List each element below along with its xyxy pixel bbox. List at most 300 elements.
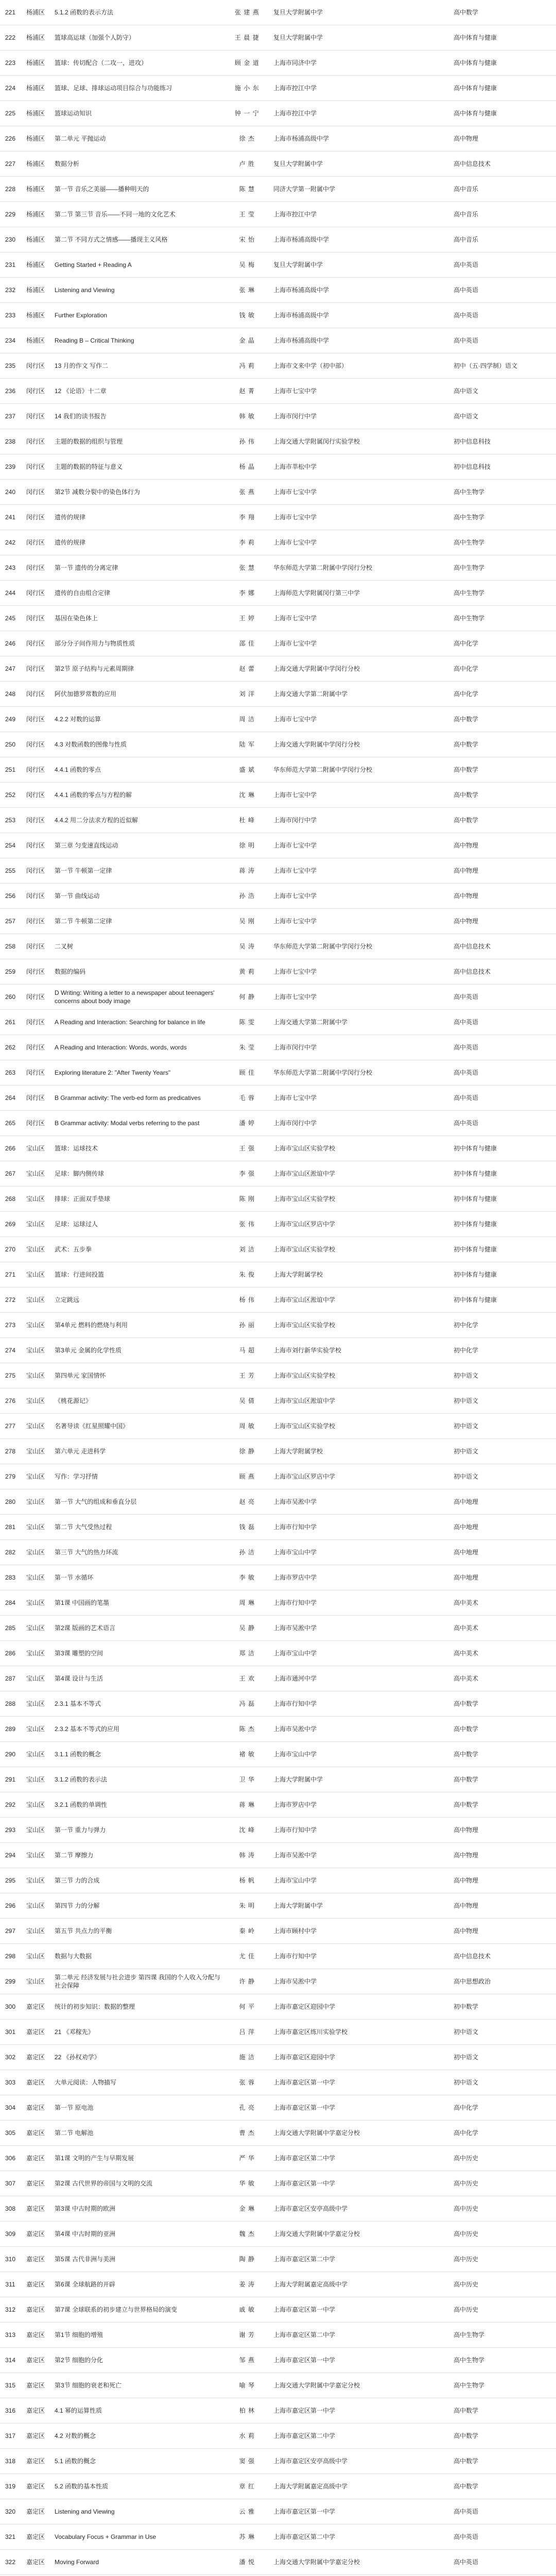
row-subject: 高中信息技术 [454,160,491,167]
row-school-name: 上海大学附属嘉定高级中学 [273,2483,348,2490]
row-subject: 初中体育与健康 [454,1221,497,1228]
row-course-title: 第六单元 走进科学 [55,1448,106,1455]
row-teacher-name: 朱莹 [239,1044,257,1051]
row-subject: 高中化学 [454,665,479,672]
row-teacher-name: 吴静 [239,1624,257,1632]
row-number: 269 [5,1221,16,1228]
row-teacher-name: 吴涛 [239,943,257,950]
row-subject: 高中思想政治 [454,1978,491,1985]
row-school-name: 上海市宝山区淞谊中学 [273,1397,336,1404]
row-subject: 高中物理 [454,892,479,900]
row-course-title: 立定跳远 [55,1296,80,1303]
row-course-title: 第四节 力的分解 [55,1902,100,1909]
row-teacher-name: 马超 [239,1347,257,1354]
row-school-name: 上海交通大学附属中学嘉定分校 [273,2558,360,2566]
row-school-name: 上海市七宝中学 [273,892,317,900]
row-subject: 高中历史 [454,2230,479,2238]
row-district: 宝山区 [26,1650,45,1657]
row-teacher-name: 李翔 [239,514,257,521]
row-school-name: 上海市七宝中学 [273,867,317,874]
table-row [0,2247,556,2272]
row-subject: 高中美术 [454,1624,479,1632]
row-teacher-name: 周敏 [239,1422,257,1430]
row-district: 闵行区 [26,1019,45,1026]
row-number: 265 [5,1120,16,1127]
row-teacher-name: 陈慧 [239,185,257,193]
row-subject: 高中数学 [454,817,479,824]
row-subject: 高中英语 [454,1069,479,1076]
row-course-title: 第二节 电解池 [55,2129,94,2137]
row-school-name: 上海市宝山区实验学校 [273,1422,336,1430]
row-teacher-name: 喻琴 [239,2382,257,2389]
row-course-title: 第2节 原子结构与元素周期律 [55,665,134,672]
row-course-title: 第四单元 家国情怀 [55,1372,106,1379]
row-course-title: 第五节 共点力的平衡 [55,1927,112,1935]
row-subject: 高中物理 [454,918,479,925]
row-subject: 高中物理 [454,1902,479,1909]
row-teacher-name: 吕萍 [239,2028,257,2036]
row-course-title: 14 我们的读书报告 [55,413,107,420]
table-row [0,757,556,783]
row-subject: 高中数学 [454,716,479,723]
row-district: 杨浦区 [26,236,45,243]
row-teacher-name: 杜峰 [239,817,257,824]
row-district: 宝山区 [26,1877,45,1884]
row-subject: 高中信息技术 [454,1953,491,1960]
table-row [0,934,556,959]
table-row [0,379,556,404]
table-row [0,1616,556,1641]
row-district: 嘉定区 [26,2205,45,2212]
table-row [0,1590,556,1616]
row-district: 闵行区 [26,539,45,546]
row-district: 宝山区 [26,1927,45,1935]
row-district: 嘉定区 [26,2256,45,2263]
row-teacher-name: 戚敏 [239,2306,257,2313]
row-school-name: 上海市嘉定区迎园中学 [273,2054,336,2061]
row-teacher-name: 王芳 [239,1372,257,1379]
row-district: 杨浦区 [26,337,45,344]
row-number: 258 [5,943,16,950]
row-subject: 高中数学 [454,766,479,773]
row-teacher-name: 孔亮 [239,2104,257,2111]
row-district: 宝山区 [26,1422,45,1430]
row-subject: 初中体育与健康 [454,1296,497,1303]
row-school-name: 上海市吴淞中学 [273,1978,317,1985]
row-school-name: 上海市杨浦高级中学 [273,286,329,294]
row-number: 274 [5,1347,16,1354]
row-teacher-name: 魏杰 [239,2230,257,2238]
row-number: 301 [5,2028,16,2036]
row-school-name: 上海交通大学附属中学嘉定分校 [273,2129,360,2137]
row-number: 256 [5,892,16,900]
row-number: 248 [5,690,16,698]
row-number: 280 [5,1498,16,1505]
row-course-title: 统计的初步知识：数据的整理 [55,2003,135,2010]
row-subject: 高中物理 [454,1877,479,1884]
row-school-name: 上海师范大学附属闵行第三中学 [273,589,360,597]
row-school-name: 上海市七宝中学 [273,539,317,546]
row-course-title: 第3单元 金属的化学性质 [55,1347,122,1354]
row-course-title: 第2节 细胞的分化 [55,2357,103,2364]
row-teacher-name: 卫华 [239,1776,257,1783]
row-school-name: 上海市嘉定区第二中学 [273,2533,336,2540]
row-district: 闵行区 [26,817,45,824]
row-course-title: 第3课 中古时期的欧洲 [55,2205,116,2212]
row-district: 闵行区 [26,968,45,975]
table-row [0,1363,556,1388]
row-subject: 高中体育与健康 [454,34,497,41]
row-district: 闵行区 [26,514,45,521]
row-course-title: 第一节 音乐之美丽——播种明天的 [55,185,149,193]
row-number: 263 [5,1069,16,1076]
row-district: 闵行区 [26,488,45,496]
row-school-name: 上海市控江中学 [273,211,317,218]
row-number: 271 [5,1271,16,1278]
row-school-name: 上海市嘉定区第一中学 [273,2407,336,2414]
table-row [0,2045,556,2070]
row-school-name: 复旦大学附属中学 [273,34,323,41]
row-teacher-name: 李强 [239,1170,257,1177]
row-number: 288 [5,1700,16,1707]
row-teacher-name: 徐杰 [239,135,257,142]
row-number: 303 [5,2079,16,2086]
row-district: 嘉定区 [26,2129,45,2137]
table-row [0,2323,556,2348]
row-number: 283 [5,1574,16,1581]
row-school-name: 上海市行知中学 [273,1826,317,1834]
row-district: 闵行区 [26,1120,45,1127]
table-row [0,1439,556,1464]
table-row [0,328,556,353]
row-course-title: 第一节 水循环 [55,1574,94,1581]
row-subject: 高中语文 [454,387,479,395]
table-row [0,1464,556,1489]
row-teacher-name: 邵佳 [239,640,257,647]
table-row [0,833,556,858]
row-teacher-name: 卢胜 [239,160,257,167]
row-number: 223 [5,59,16,66]
row-subject: 高中数学 [454,1776,479,1783]
row-number: 264 [5,1094,16,1101]
table-row [0,1818,556,1843]
row-course-title: 第4单元 燃料的燃烧与利用 [55,1321,128,1329]
table-row [0,1641,556,1666]
row-school-name: 上海市嘉定区迎园中学 [273,2003,336,2010]
row-course-title: 第三节 大气的热力环流 [55,1549,118,1556]
row-number: 236 [5,387,16,395]
row-teacher-name: 李莉 [239,539,257,546]
row-district: 闵行区 [26,867,45,874]
row-teacher-name: 孙丽 [239,1321,257,1329]
row-teacher-name: 朱俊 [239,1271,257,1278]
row-school-name: 复旦大学附属中学 [273,261,323,268]
row-school-name: 上海市杨浦高级中学 [273,236,329,243]
row-number: 226 [5,135,16,142]
table-row [0,2348,556,2373]
row-district: 嘉定区 [26,2079,45,2086]
row-number: 313 [5,2331,16,2338]
row-subject: 高中物理 [454,1852,479,1859]
row-subject: 高中化学 [454,640,479,647]
table-row [0,530,556,555]
row-subject: 高中英语 [454,1120,479,1127]
row-district: 嘉定区 [26,2306,45,2313]
row-school-name: 上海市宝山中学 [273,1877,317,1884]
row-district: 嘉定区 [26,2508,45,2515]
row-number: 309 [5,2230,16,2238]
row-number: 312 [5,2306,16,2313]
row-subject: 初中信息科技 [454,463,491,470]
row-number: 275 [5,1372,16,1379]
row-number: 290 [5,1751,16,1758]
table-row [0,1161,556,1187]
row-teacher-name: 郑洁 [239,1650,257,1657]
row-subject: 高中英语 [454,1019,479,1026]
table-row [0,50,556,76]
row-school-name: 上海市宝山区淞谊中学 [273,1170,336,1177]
row-district: 嘉定区 [26,2180,45,2187]
row-subject: 高中化学 [454,2104,479,2111]
table-row [0,2146,556,2171]
row-district: 宝山区 [26,1397,45,1404]
row-course-title: 第3节 细胞的衰老和死亡 [55,2382,122,2389]
row-district: 杨浦区 [26,34,45,41]
table-row [0,303,556,328]
row-subject: 高中数学 [454,1700,479,1707]
row-school-name: 上海大学附属嘉定高级中学 [273,2281,348,2288]
row-course-title: Reading B – Critical Thinking [55,337,134,344]
row-school-name: 上海市吴淞中学 [273,1852,317,1859]
table-row [0,126,556,151]
row-number: 235 [5,362,16,369]
row-course-title: 第二节 第三节 音乐——不同一地的文化艺术 [55,211,176,218]
row-course-title: 主题的数据的特征与意义 [55,463,123,470]
row-number: 287 [5,1675,16,1682]
table-row [0,656,556,682]
row-district: 闵行区 [26,716,45,723]
row-teacher-name: 蒋琳 [239,1801,257,1808]
row-district: 嘉定区 [26,2230,45,2238]
table-row [0,1767,556,1792]
row-course-title: 第一节 重力与弹力 [55,1826,106,1834]
row-school-name: 上海交通大学第二附属中学 [273,690,348,698]
row-number: 319 [5,2483,16,2490]
row-subject: 高中信息技术 [454,968,491,975]
row-teacher-name: 许静 [239,1978,257,1985]
table-row [0,1969,556,1994]
row-subject: 高中地理 [454,1549,479,1556]
row-school-name: 华东师范大学第二附属中学闵行分校 [273,766,373,773]
row-school-name: 上海市嘉定区第一中学 [273,2508,336,2515]
table-row [0,429,556,454]
row-district: 杨浦区 [26,84,45,92]
row-district: 闵行区 [26,741,45,748]
row-course-title: 第4课 设计与生活 [55,1675,103,1682]
row-school-name: 上海市嘉定区第一中学 [273,2357,336,2364]
row-number: 273 [5,1321,16,1329]
row-course-title: 4.2 对数的概念 [55,2432,96,2439]
row-course-title: 足球：运球过人 [55,1221,98,1228]
row-district: 宝山区 [26,1549,45,1556]
row-school-name: 上海市七宝中学 [273,993,317,1001]
row-number: 268 [5,1195,16,1202]
row-school-name: 上海市宝山中学 [273,1650,317,1657]
row-number: 221 [5,9,16,16]
row-district: 杨浦区 [26,261,45,268]
row-number: 286 [5,1650,16,1657]
row-number: 296 [5,1902,16,1909]
row-subject: 高中英语 [454,261,479,268]
row-course-title: 第一节 大气的组成和垂直分层 [55,1498,137,1505]
row-teacher-name: 韩敏 [239,413,257,420]
row-subject: 初中信息科技 [454,438,491,445]
row-number: 277 [5,1422,16,1430]
table-row [0,2499,556,2524]
row-course-title: 第二节 牛顿第二定律 [55,918,112,925]
row-number: 230 [5,236,16,243]
row-subject: 高中英语 [454,2558,479,2566]
row-subject: 高中生物学 [454,564,485,571]
row-course-title: 2.3.1 基本不等式 [55,1700,101,1707]
table-row [0,1540,556,1565]
row-course-title: 第二单元 平抛运动 [55,135,106,142]
row-teacher-name: 徐明 [239,842,257,849]
row-teacher-name: 刘洁 [239,1246,257,1253]
table-row [0,1792,556,1818]
row-number: 281 [5,1523,16,1531]
row-number: 253 [5,817,16,824]
row-district: 宝山区 [26,1296,45,1303]
row-course-title: 第1课 中国画的笔墨 [55,1599,110,1606]
row-district: 宝山区 [26,1246,45,1253]
row-school-name: 上海市嘉定区安亭高级中学 [273,2205,348,2212]
row-course-title: 足球：脚内侧传球 [55,1170,105,1177]
row-school-name: 上海市宝山区淞谊中学 [273,1296,336,1303]
row-school-name: 上海市吴淞中学 [273,1725,317,1733]
row-number: 314 [5,2357,16,2364]
row-number: 311 [5,2281,15,2288]
row-subject: 高中英语 [454,1094,479,1101]
row-teacher-name: 王欢 [239,1675,257,1682]
row-teacher-name: 潘悦 [239,2558,257,2566]
table-row [0,1489,556,1515]
row-school-name: 上海市罗店中学 [273,1801,317,1808]
row-school-name: 上海市七宝中学 [273,1094,317,1101]
table-row [0,1010,556,1035]
row-course-title: Further Exploration [55,312,108,319]
row-subject: 初中体育与健康 [454,1145,497,1152]
row-subject: 高中语文 [454,413,479,420]
row-teacher-name: 张蓉 [239,2079,257,2086]
row-teacher-name: 邹燕 [239,2357,257,2364]
row-course-title: Exploring literature 2: "After Twenty Years" [55,1069,171,1076]
row-course-title: 第一节 原电池 [55,2104,94,2111]
row-district: 宝山区 [26,1675,45,1682]
row-district: 杨浦区 [26,160,45,167]
row-district: 闵行区 [26,564,45,571]
table-row [0,1944,556,1969]
row-number: 243 [5,564,16,571]
row-subject: 初中化学 [454,1347,479,1354]
table-row [0,1187,556,1212]
row-number: 234 [5,337,16,344]
row-number: 270 [5,1246,16,1253]
row-subject: 高中数学 [454,2483,479,2490]
table-row [0,505,556,530]
table-row [0,2020,556,2045]
row-district: 宝山区 [26,1145,45,1152]
row-school-name: 上海市罗店中学 [273,1574,317,1581]
row-teacher-name: 冯磊 [239,1700,257,1707]
row-number: 227 [5,160,16,167]
row-course-title: 武术：五步拳 [55,1246,92,1253]
row-course-title: Moving Forward [55,2558,99,2566]
table-row [0,732,556,757]
row-number: 322 [5,2558,16,2566]
row-number: 291 [5,1776,16,1783]
row-school-name: 华东师范大学第二附属中学闵行分校 [273,564,373,571]
table-row [0,1565,556,1590]
row-number: 272 [5,1296,16,1303]
row-subject: 高中历史 [454,2155,479,2162]
row-course-title: 二叉树 [55,943,74,950]
row-subject: 初中语文 [454,1372,479,1379]
row-subject: 高中化学 [454,690,479,698]
row-district: 宝山区 [26,1902,45,1909]
row-course-title: 阿伏加德罗常数的应用 [55,690,117,698]
row-school-name: 上海市嘉定区安亭高级中学 [273,2458,348,2465]
row-district: 闵行区 [26,615,45,622]
row-subject: 高中历史 [454,2256,479,2263]
row-number: 285 [5,1624,16,1632]
row-subject: 高中英语 [454,337,479,344]
row-subject: 高中美术 [454,1599,479,1606]
row-number: 297 [5,1927,16,1935]
table-row [0,2196,556,2222]
row-number: 232 [5,286,16,294]
row-number: 299 [5,1978,16,1985]
row-teacher-name: 张慧 [239,564,257,571]
row-number: 310 [5,2256,16,2263]
table-row [0,2297,556,2323]
row-subject: 高中体育与健康 [454,84,497,92]
table-row [0,2449,556,2474]
table-row [0,581,556,606]
row-number: 245 [5,615,16,622]
row-subject: 高中英语 [454,286,479,294]
row-district: 宝山区 [26,1195,45,1202]
row-course-title: 5.2 函数的基本性质 [55,2483,109,2490]
table-row [0,1843,556,1868]
row-course-title: 第3课 雕塑的空间 [55,1650,103,1657]
row-school-name: 上海交通大学附属中学闵行分校 [273,665,360,672]
row-school-name: 上海市嘉定区第一中学 [273,2104,336,2111]
row-number: 306 [5,2155,16,2162]
row-course-title: 部分分子间作用力与物质性质 [55,640,135,647]
row-school-name: 上海市刘行新华实验学校 [273,1347,342,1354]
row-district: 嘉定区 [26,2357,45,2364]
row-subject: 高中历史 [454,2306,479,2313]
row-number: 267 [5,1170,16,1177]
table-row [0,101,556,126]
row-course-title: 22 《孙权劝学》 [55,2054,100,2061]
row-subject: 高中音乐 [454,185,479,193]
row-school-name: 上海市嘉定区第二中学 [273,2432,336,2439]
row-number: 300 [5,2003,16,2010]
row-district: 宝山区 [26,1776,45,1783]
row-subject: 初中语文 [454,1448,479,1455]
